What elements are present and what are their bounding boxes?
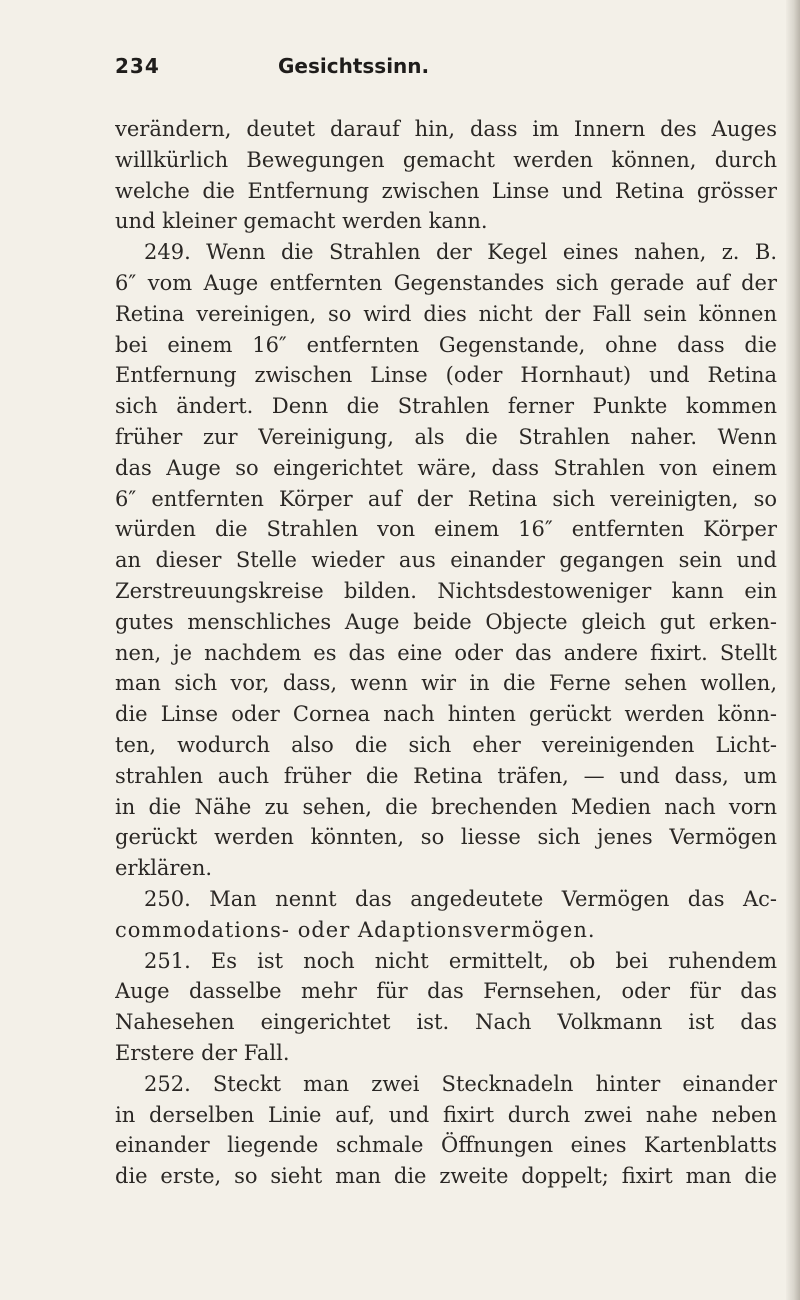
text-line: in die Nähe zu sehen, die brechenden Medien nach vorn	[115, 794, 777, 819]
text-line: sich ändert. Denn die Strahlen ferner Punkte kommen	[115, 394, 777, 419]
text-line: 6″ entfernten Körper auf der Retina sich vereinigten, so	[115, 486, 777, 511]
text-line: man sich vor, dass, wenn wir in die Ferne sehen wollen,	[115, 671, 777, 696]
text-line: welche die Entfernung zwischen Linse und Retina grösser	[115, 178, 777, 203]
text-line: Entfernung zwischen Linse (oder Hornhaut) und Retina	[115, 363, 777, 388]
text-line: 6″ vom Auge entfernten Gegenstandes sich gerade auf der	[115, 270, 777, 295]
paragraph-250-start: 250. Man nennt das angedeutete Vermögen das Ac-	[144, 886, 777, 911]
text-line: verändern, deutet darauf hin, dass im Innern des Auges	[115, 117, 777, 141]
text-line: gutes menschliches Auge beide Objecte gleich gut erken-	[115, 609, 777, 634]
text-line: Retina vereinigen, so wird dies nicht der Fall sein können	[115, 301, 777, 326]
text-line: an dieser Stelle wieder aus einander gegangen sein und	[115, 548, 777, 573]
text-line: bei einem 16″ entfernten Gegenstande, ohne dass die	[115, 332, 777, 357]
page-edge-shadow	[786, 0, 800, 1300]
text-line: erklären.	[115, 856, 213, 881]
text-line: Erstere der Fall.	[115, 1040, 290, 1065]
text-line: willkürlich Bewegungen gemacht werden können, durch	[115, 147, 777, 172]
text-line: die Linse oder Cornea nach hinten gerückt werden könn-	[115, 702, 777, 727]
page-number: 234	[115, 54, 160, 78]
paragraph-252-start: 252. Steckt man zwei Stecknadeln hinter einander	[144, 1071, 777, 1096]
text-line: commodations- oder Adaptionsvermögen.	[115, 917, 596, 942]
paragraph-249-start: 249. Wenn die Strahlen der Kegel eines nahen, z. B.	[144, 240, 777, 265]
text-line: früher zur Vereinigung, als die Strahlen naher. Wenn	[115, 424, 777, 449]
body-text	[115, 114, 777, 1192]
text-line: und kleiner gemacht werden kann.	[115, 209, 488, 234]
text-line: einander liegende schmale Öffnungen eines Kartenblatts	[115, 1133, 777, 1158]
text-line: Auge dasselbe mehr für das Fernsehen, oder für das	[115, 979, 777, 1004]
text-line: ten, wodurch also die sich eher vereinigenden Licht-	[115, 732, 777, 757]
running-head: Gesichtssinn.	[278, 54, 430, 78]
page-header	[115, 54, 775, 84]
text-line: gerückt werden könnten, so liesse sich jenes Vermögen	[115, 825, 777, 850]
text-line: würden die Strahlen von einem 16″ entfernten Körper	[115, 517, 777, 542]
text-line: strahlen auch früher die Retina träfen, — und dass, um	[115, 763, 777, 788]
text-line: die erste, so sieht man die zweite doppelt; fixirt man die	[115, 1164, 777, 1189]
paragraph-251-start: 251. Es ist noch nicht ermittelt, ob bei ruhendem	[144, 948, 777, 973]
text-line: in derselben Linie auf, und fixirt durch zwei nahe neben	[115, 1102, 777, 1127]
text-line: Zerstreuungskreise bilden. Nichtsdestoweniger kann ein	[115, 578, 777, 603]
text-line: das Auge so eingerichtet wäre, dass Strahlen von einem	[115, 455, 777, 480]
text-line: nen, je nachdem es das eine oder das andere fixirt. Stellt	[115, 640, 777, 665]
text-line: Nahesehen eingerichtet ist. Nach Volkmann ist das	[115, 1010, 777, 1035]
